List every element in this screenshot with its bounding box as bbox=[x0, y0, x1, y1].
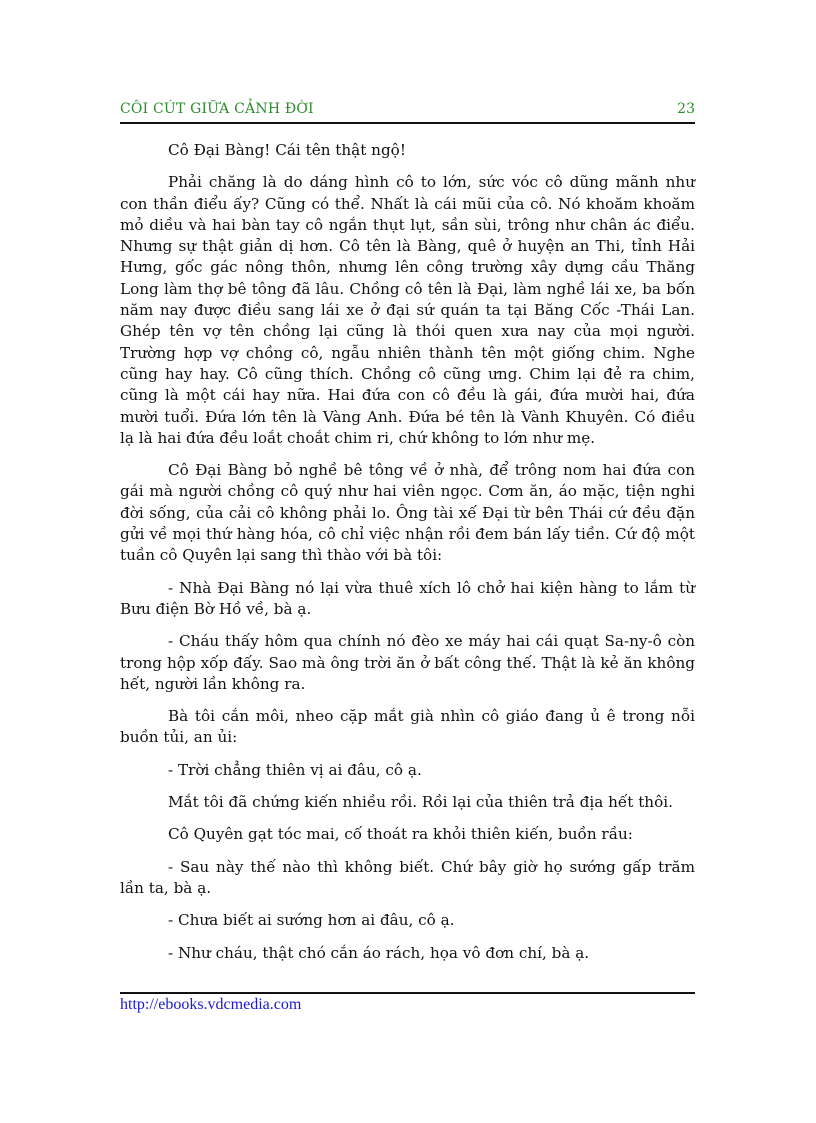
paragraph: - Trời chẳng thiên vị ai đâu, cô ạ. bbox=[168, 760, 422, 779]
body-text bbox=[120, 140, 695, 975]
paragraph: Phải chăng là do dáng hình cô to lớn, sức vóc cô dũng mãnh như con thần điểu ấy? Cũng có thể. Nhất là cái mũi của cô. Nó khoăm khoăm mỏ diều và hai bàn tay cô ngắn thụt lụt, sần sùi, trông như chân ác điểu. Nhưng sự thật giản dị hơn. Cô tên là Bàng, quê ở huyện an Thi, tỉnh Hải Hưng, gốc gác nông thôn, nhưng lên công trường xây dựng cầu Thăng Long làm thợ bê tông đã lâu. Chồng cô tên là Đại, làm nghề lái xe, ba bốn năm nay được điều sang lái xe ở đại sứ quán ta tại Băng Cốc -Thái Lan. Ghép tên vợ tên chồng lại cũng là thói quen xưa nay của mọi người. Trường hợp vợ chồng cô, ngẫu nhiên thành tên một giống chim. Nghe cũng hay hay. Cô cũng thích. Chồng cô cũng ưng. Chim lại đẻ ra chim, cũng là một cái hay nữa. Hai đứa con cô đều là gái, đứa mười hai, đứa mười tuổi. Đứa lớn tên là Vàng Anh. Đứa bé tên là Vành Khuyên. Có điều lạ là hai đứa đều loắt choắt chim ri, chứ không to lớn như mẹ. bbox=[120, 173, 695, 447]
paragraph: - Chưa biết ai sướng hơn ai đâu, cô ạ. bbox=[168, 911, 455, 930]
header-divider bbox=[120, 122, 695, 124]
book-title: CÔI CÚT GIỮA CẢNH ĐỜI bbox=[120, 101, 314, 117]
footer-link[interactable]: http://ebooks.vdcmedia.com bbox=[120, 996, 302, 1013]
paragraph: Cô Quyên gạt tóc mai, cố thoát ra khỏi thiên kiến, buồn rầu: bbox=[168, 825, 633, 844]
footer-divider bbox=[120, 992, 695, 994]
paragraph: - Nhà Đại Bàng nó lại vừa thuê xích lô chở hai kiện hàng to lắm từ Bưu điện Bờ Hồ về, bà ạ. bbox=[120, 578, 695, 618]
paragraph: Cô Đại Bàng! Cái tên thật ngộ! bbox=[168, 141, 406, 159]
paragraph: Bà tôi cắn môi, nheo cặp mắt già nhìn cô giáo đang ủ ê trong nỗi buồn tủi, an ủi: bbox=[120, 707, 695, 747]
running-header bbox=[120, 101, 695, 121]
paragraph: - Sau này thế nào thì không biết. Chứ bây giờ họ sướng gấp trăm lần ta, bà ạ. bbox=[120, 857, 695, 897]
page-number: 23 bbox=[677, 101, 695, 117]
paragraph: - Như cháu, thật chó cắn áo rách, họa vô đơn chí, bà ạ. bbox=[168, 943, 590, 962]
paragraph: - Cháu thấy hôm qua chính nó đèo xe máy hai cái quạt Sa-ny-ô còn trong hộp xốp đấy. Sao mà ông trời ăn ở bất công thế. Thật là kẻ ăn không hết, người lần không ra. bbox=[120, 632, 695, 693]
paragraph: Cô Đại Bàng bỏ nghề bê tông về ở nhà, để trông nom hai đứa con gái mà người chồng cô quý như hai viên ngọc. Cơm ăn, áo mặc, tiện nghi đời sống, của cải cô không phải lo. Ông tài xế Đại từ bên Thái cứ đều đặn gửi về mọi thứ hàng hóa, cô chỉ việc nhận rồi đem bán lấy tiền. Cứ độ một tuần cô Quyên lại sang thì thào với bà tôi: bbox=[120, 461, 695, 565]
paragraph: Mắt tôi đã chứng kiến nhiều rồi. Rồi lại của thiên trả địa hết thôi. bbox=[168, 793, 673, 812]
